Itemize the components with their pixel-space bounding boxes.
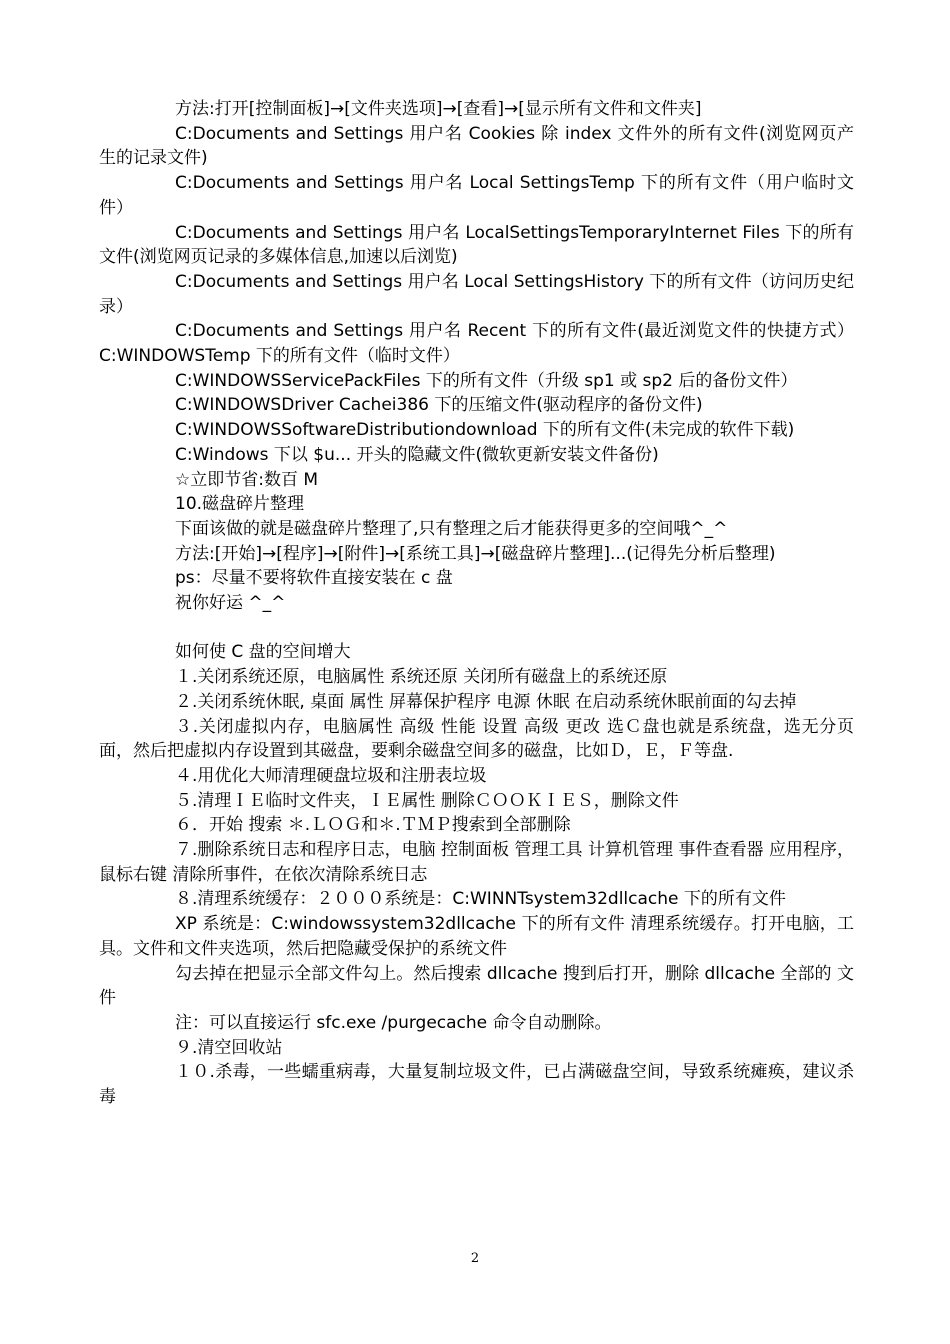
paragraph: 方法:[开始]→[程序]→[附件]→[系统工具]→[磁盘碎片整理]...(记得先分析后整理) <box>175 543 776 564</box>
paragraph: C:Documents and Settings 用户名 LocalSettingsTemporaryInternet Files 下的所有文件(浏览网页记录的多媒体信息,加速以后浏览) <box>99 222 854 268</box>
section-heading: 10.磁盘碎片整理 <box>175 494 305 515</box>
paragraph: XP 系统是：C:windowssystem32dllcache 下的所有文件 清理系统缓存。打开电脑，工具。文件和文件夹选项，然后把隐藏受保护的系统文件 <box>99 914 854 959</box>
paragraph: ☆立即节省:数百 M <box>175 469 319 490</box>
paragraph: 注：可以直接运行 sfc.exe /purgecache 命令自动删除。 <box>175 1013 612 1033</box>
paragraph: C:Documents and Settings 用户名 Local SettingsTemp 下的所有文件（用户临时文件） <box>99 173 854 218</box>
paragraph: C:Documents and Settings 用户名 Recent 下的所有文件(最近浏览文件的快捷方式） C:WINDOWSTemp 下的所有文件（临时文件） <box>99 321 854 367</box>
list-item: ８.清理系统缓存：２０００系统是：C:WINNTsystem32dllcache 下的所有文件 <box>175 889 786 910</box>
page-number: 2 <box>470 1251 480 1266</box>
paragraph: C:Documents and Settings 用户名 Cookies 除 index 文件外的所有文件(浏览网页产生的记录文件) <box>99 123 854 169</box>
section-heading: 如何使 C 盘的空间增大 <box>175 642 351 663</box>
paragraph: C:WINDOWSServicePackFiles 下的所有文件（升级 sp1 或 sp2 后的备份文件） <box>175 370 798 391</box>
paragraph: C:WINDOWSDriver Cachei386 下的压缩文件(驱动程序的备份文件) <box>175 395 703 416</box>
list-item: ２.关闭系统休眠, 桌面 属性 屏幕保护程序 电源 休眠 在启动系统休眠前面的勾去掉 <box>175 691 797 712</box>
paragraph: 下面该做的就是磁盘碎片整理了,只有整理之后才能获得更多的空间哦^_^ <box>175 518 728 539</box>
document-body <box>99 97 854 1110</box>
paragraph: C:WINDOWSSoftwareDistributiondownload 下的所有文件(未完成的软件下载) <box>175 420 795 441</box>
list-item: １.关闭系统还原，电脑属性 系统还原 关闭所有磁盘上的系统还原 <box>175 667 668 688</box>
list-item: ５.清理ＩＥ临时文件夹，ＩＥ属性 删除ＣＯＯＫＩＥＳ，删除文件 <box>175 790 679 811</box>
blank-line <box>99 616 854 641</box>
paragraph: 方法:打开[控制面板]→[文件夹选项]→[查看]→[显示所有文件和文件夹] <box>175 99 702 119</box>
list-item: ３.关闭虚拟内存，电脑属性 高级 性能 设置 高级 更改 选Ｃ盘也就是系统盘，选无分页面，然后把虚拟内存设置到其磁盘，要剩余磁盘空间多的磁盘，比如Ｄ，Ｅ，Ｆ等盘. <box>99 716 854 762</box>
list-item: １０.杀毒，一些蠕重病毒，大量复制垃圾文件，已占满磁盘空间，导致系统瘫痪，建议杀毒 <box>99 1062 854 1108</box>
paragraph: ps：尽量不要将软件直接安装在 c 盘 <box>175 568 453 589</box>
list-item: ４.用优化大师清理硬盘垃圾和注册表垃圾 <box>175 765 487 786</box>
paragraph: C:Windows 下以 $u... 开头的隐藏文件(微软更新安装文件备份) <box>175 444 659 465</box>
paragraph: 勾去掉在把显示全部文件勾上。然后搜索 dllcache 搜到后打开，删除 dllcache 全部的 文件 <box>99 963 854 1009</box>
list-item: ６．开始 搜索 ＊.ＬＯＧ和＊.ＴＭＰ搜索到全部删除 <box>175 815 571 836</box>
list-item: ７.删除系统日志和程序日志，电脑 控制面板 管理工具 计算机管理 事件查看器 应用程序，鼠标右键 清除所事件，在依次清除系统日志 <box>99 840 854 885</box>
list-item: ９.清空回收站 <box>175 1037 283 1058</box>
paragraph: C:Documents and Settings 用户名 Local SettingsHistory 下的所有文件（访问历史纪录） <box>99 271 854 317</box>
paragraph: 祝你好运 ^_^ <box>175 593 286 614</box>
